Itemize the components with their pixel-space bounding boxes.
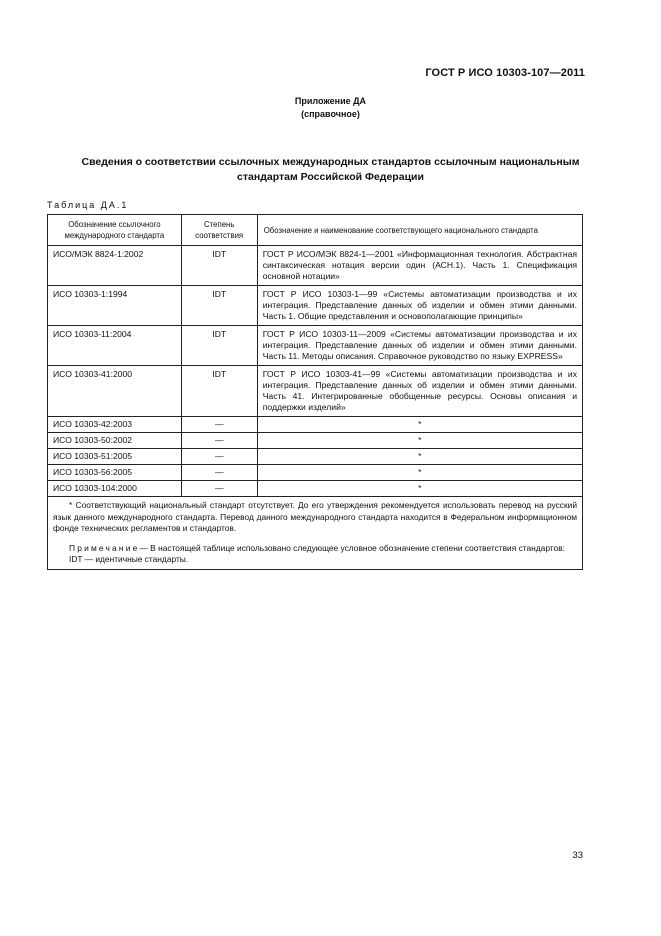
cell-designation: ИСО 10303-56:2005 bbox=[48, 465, 182, 481]
appendix-subtitle: (справочное) bbox=[301, 109, 360, 119]
heading-line-1: Сведения о соответствии ссылочных международных стандартов ссылочным национальным bbox=[81, 156, 580, 168]
cell-degree: — bbox=[181, 417, 257, 433]
table-row bbox=[48, 449, 583, 465]
cell-national-standard: * bbox=[257, 465, 582, 481]
cell-national-standard: ГОСТ Р ИСО/МЭК 8824-1—2001 «Информационная технология. Абстрактная синтаксическая нотация версии один (АСН.1). Часть 1. Спецификация основной нотации» bbox=[257, 246, 582, 286]
table-note bbox=[53, 543, 577, 555]
cell-degree: — bbox=[181, 449, 257, 465]
cell-national-standard: ГОСТ Р ИСО 10303-1—99 «Системы автоматизации производства и их интеграция. Представление данных об изделии и обмен этими данными. Часть 1. Общие представления и основополагающие принципы» bbox=[257, 286, 582, 326]
note-text: — В настоящей таблице использовано следующее условное обозначение степени соответствия стандартов: bbox=[139, 542, 565, 553]
appendix-title: Приложение ДА bbox=[294, 96, 367, 106]
cell-designation: ИСО 10303-11:2004 bbox=[48, 326, 182, 366]
cell-degree: — bbox=[181, 481, 257, 497]
cell-designation: ИСО/МЭК 8824-1:2002 bbox=[48, 246, 182, 286]
cell-national-standard: * bbox=[257, 449, 582, 465]
cell-national-standard: ГОСТ Р ИСО 10303-11—2009 «Системы автоматизации производства и их интеграция. Представление данных об изделии и обмен этими данными. Часть 11. Методы описания. Справочное руководство по языку EXPRESS» bbox=[257, 326, 582, 366]
cell-degree: — bbox=[181, 433, 257, 449]
cell-designation: ИСО 10303-1:1994 bbox=[48, 286, 182, 326]
table-row bbox=[48, 417, 583, 433]
correspondence-table bbox=[47, 214, 583, 570]
cell-degree: — bbox=[181, 465, 257, 481]
cell-designation: ИСО 10303-50:2002 bbox=[48, 433, 182, 449]
table-row bbox=[48, 286, 583, 326]
table-row bbox=[48, 433, 583, 449]
header-national-standard: Обозначение и наименование соответствующего национального стандарта bbox=[257, 215, 582, 246]
table-header-row bbox=[48, 215, 583, 246]
cell-national-standard: * bbox=[257, 481, 582, 497]
table-label: Таблица ДА.1 bbox=[47, 200, 129, 210]
cell-degree: IDT bbox=[181, 326, 257, 366]
heading-line-2: стандартам Российской Федерации bbox=[237, 171, 424, 183]
cell-designation: ИСО 10303-42:2003 bbox=[48, 417, 182, 433]
page-number: 33 bbox=[572, 850, 583, 861]
table-row bbox=[48, 481, 583, 497]
document-code: ГОСТ Р ИСО 10303-107—2011 bbox=[425, 67, 585, 79]
cell-degree: IDT bbox=[181, 246, 257, 286]
cell-national-standard: * bbox=[257, 433, 582, 449]
table-footnote: * Соответствующий национальный стандарт отсутствует. До его утверждения рекомендуется использовать перевод на русский язык данного международного стандарта. Перевод данного международного стандарта находится в Федеральном информационном фонде технических регламентов и стандартов. bbox=[53, 500, 577, 533]
table-notes-row bbox=[48, 497, 583, 570]
table-row bbox=[48, 246, 583, 286]
appendix-block bbox=[0, 95, 661, 121]
cell-degree: IDT bbox=[181, 286, 257, 326]
note-idt-definition: IDT — идентичные стандарты. bbox=[69, 554, 189, 564]
cell-national-standard: * bbox=[257, 417, 582, 433]
cell-designation: ИСО 10303-51:2005 bbox=[48, 449, 182, 465]
table-row bbox=[48, 465, 583, 481]
cell-designation: ИСО 10303-104:2000 bbox=[48, 481, 182, 497]
cell-degree: IDT bbox=[181, 366, 257, 417]
cell-national-standard: ГОСТ Р ИСО 10303-41—99 «Системы автоматизации производства и их интеграция. Представление данных об изделии и обмен этими данными. Часть 41. Интегрированные обобщенные ресурсы. Основы описания и поддержки изделий» bbox=[257, 366, 582, 417]
table-notes bbox=[48, 497, 583, 570]
cell-designation: ИСО 10303-41:2000 bbox=[48, 366, 182, 417]
table-row bbox=[48, 326, 583, 366]
header-degree: Степень соответствия bbox=[181, 215, 257, 246]
section-heading bbox=[48, 155, 613, 185]
table-row bbox=[48, 366, 583, 417]
header-designation: Обозначение ссылочного международного стандарта bbox=[48, 215, 182, 246]
note-label: Примечание bbox=[69, 542, 140, 553]
